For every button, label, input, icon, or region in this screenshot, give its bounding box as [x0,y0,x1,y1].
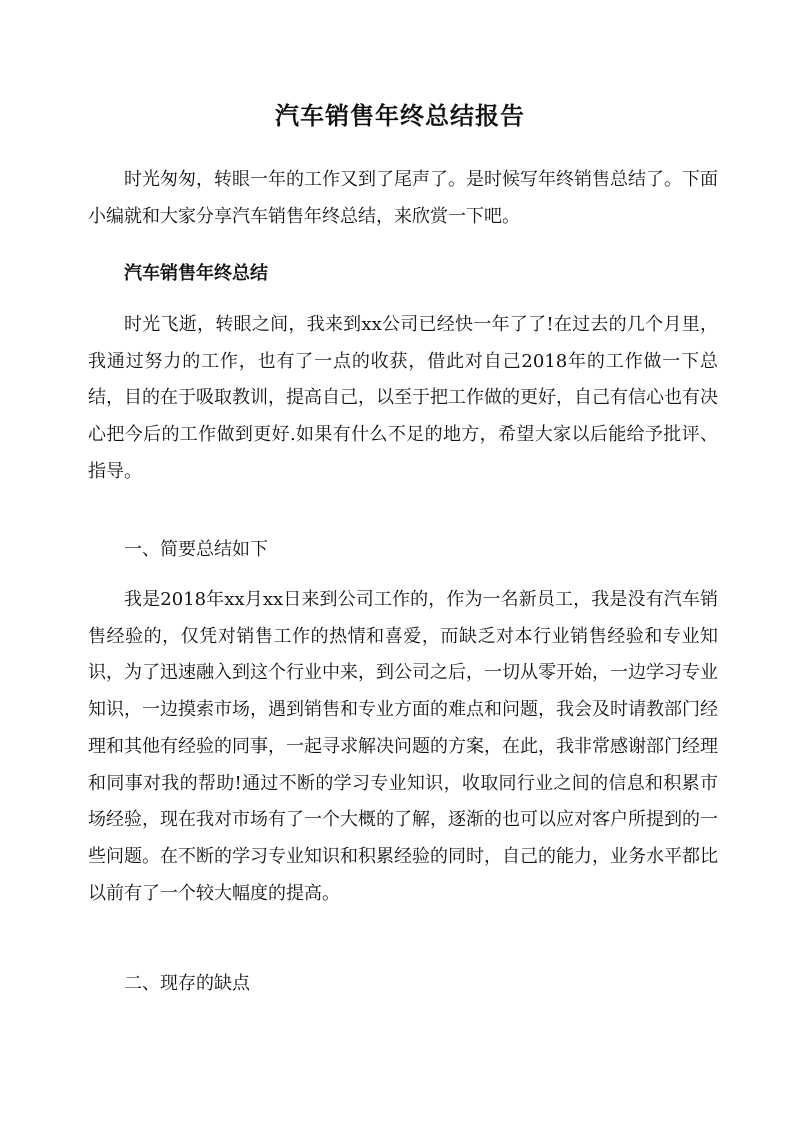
section-heading-2: 二、现存的缺点 [124,973,250,994]
subtitle-heading: 汽车销售年终总结 [124,263,268,284]
intro-paragraph: 时光匆匆，转眼一年的工作又到了尾声了。是时候写年终销售总结了。下面小编就和大家分享汽车销售年终总结，来欣赏一下吧。 [88,169,718,227]
document-title: 汽车销售年终总结报告 [275,101,525,130]
body-paragraph-1: 时光飞逝，转眼之间，我来到xx公司已经快一年了了!在过去的几个月里，我通过努力的工作，也有了一点的收获，借此对自己2018年的工作做一下总结，目的在于吸取教训，提高自己，以至于把工作做的更好，自己有信心也有决心把今后的工作做到更好.如果有什么不足的地方，希望大家以后能给予批评、指导。 [88,314,718,482]
section-heading-1: 一、简要总结如下 [124,539,268,560]
body-paragraph-2: 我是2018年xx月xx日来到公司工作的，作为一名新员工，我是没有汽车销售经验的，仅凭对销售工作的热情和喜爱，而缺乏对本行业销售经验和专业知识，为了迅速融入到这个行业中来，到公司之后，一切从零开始，一边学习专业知识，一边摸索市场，遇到销售和专业方面的难点和问题，我会及时请教部门经理和其他有经验的同事，一起寻求解决问题的方案，在此，我非常感谢部门经理和同事对我的帮助!通过不断的学习专业知识，收取同行业之间的信息和积累市场经验，现在我对市场有了一个大概的了解，逐渐的也可以应对客户所提到的一些问题。在不断的学习专业知识和积累经验的同时，自己的能力，业务水平都比以前有了一个较大幅度的提高。 [88,589,718,904]
